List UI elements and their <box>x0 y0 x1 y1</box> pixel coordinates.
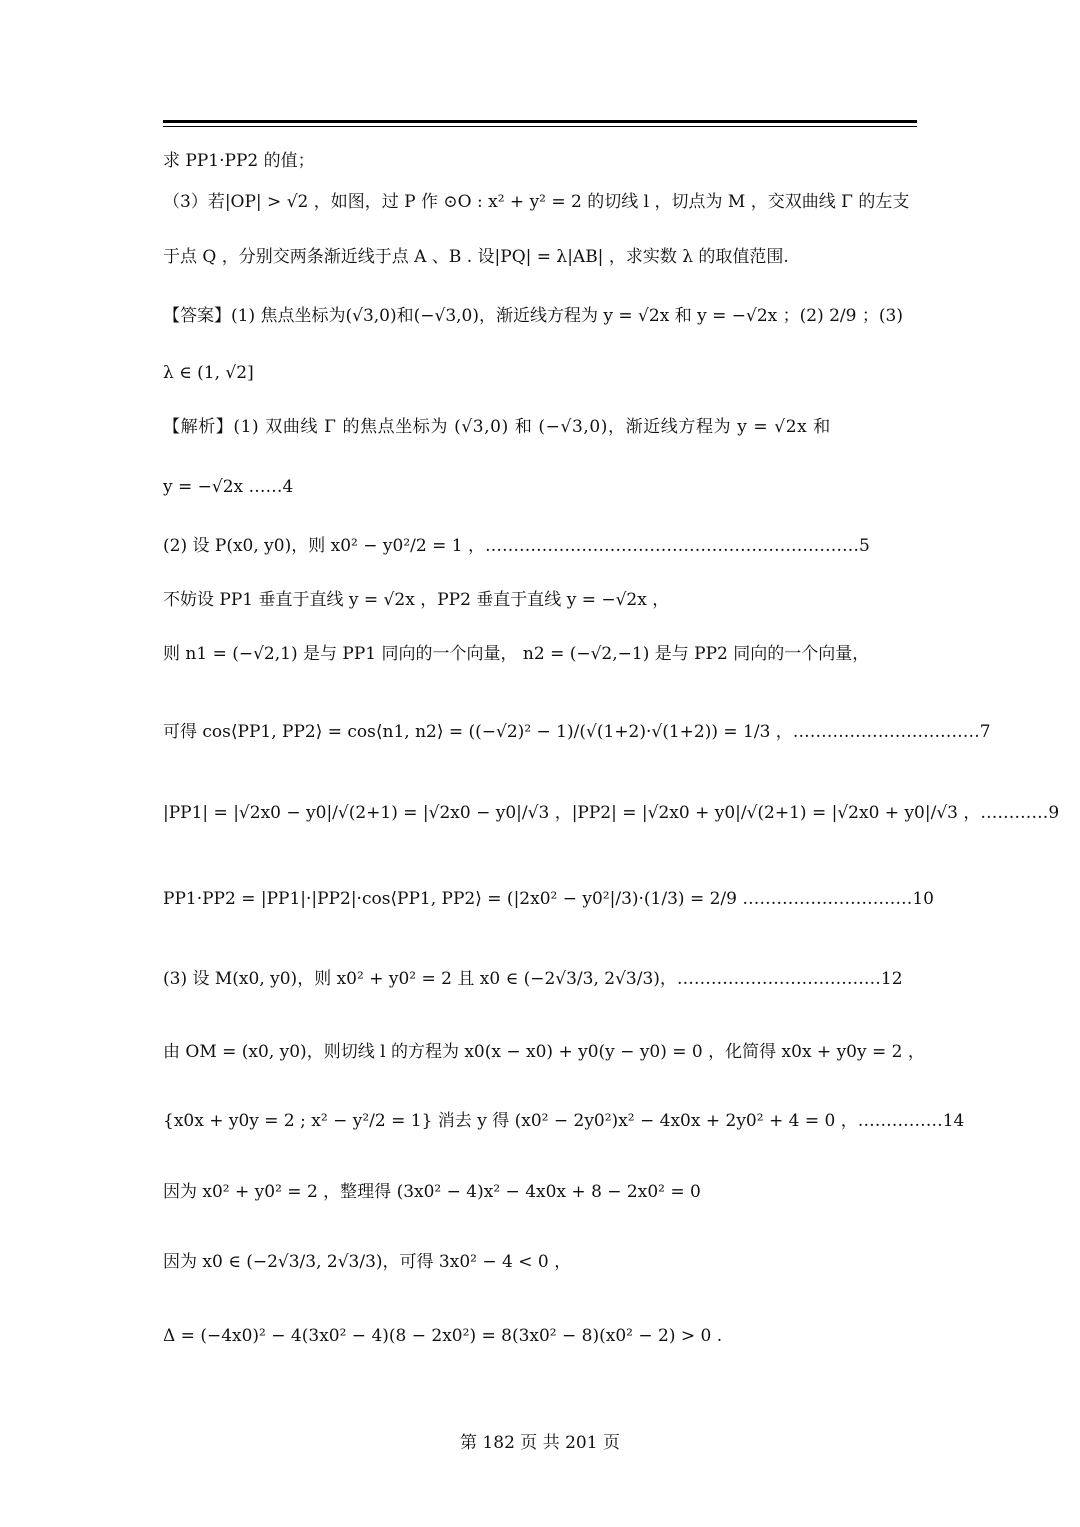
solution-line: 因为 x0 ∈ (−2√3/3, 2√3/3)，可得 3x0² − 4 < 0 ， <box>163 1252 572 1272</box>
header-rule-thin <box>163 126 917 127</box>
solution-line: (2) 设 P(x0, y0)，则 x0² − y0²/2 = 1 ，…………………………………………………………5 <box>163 536 870 556</box>
solution-line: Δ = (−4x0)² − 4(3x0² − 4)(8 − 2x0²) = 8(3x0² − 8)(x0² − 2) > 0 . <box>163 1326 723 1346</box>
solution-line: {x0x + y0y = 2 ; x² − y²/2 = 1} 消去 y 得 (x0² − 2y0²)x² − 4x0x + 2y0² + 4 = 0 ，……………14 <box>163 1111 965 1131</box>
solution-line: 由 OM = (x0, y0)，则切线 l 的方程为 x0(x − x0) + y0(y − y0) = 0 ，化简得 x0x + y0y = 2 ， <box>163 1042 925 1062</box>
solution-line: 【解析】(1) 双曲线 Γ 的焦点坐标为 (√3,0) 和 (−√3,0)，渐近线方程为 y = √2x 和 <box>163 417 831 437</box>
solution-line: (3) 设 M(x0, y0)，则 x0² + y0² = 2 且 x0 ∈ (−2√3/3, 2√3/3)，………………………………12 <box>163 969 903 989</box>
header-rule <box>163 120 917 123</box>
solution-line: 可得 cos⟨PP1, PP2⟩ = cos⟨n1, n2⟩ = ((−√2)² − 1)/(√(1+2)·√(1+2)) = 1/3 ，……………………………7 <box>163 722 991 742</box>
solution-line: y = −√2x ……4 <box>163 477 294 497</box>
text-line: 求 PP1·PP2 的值； <box>163 151 315 171</box>
solution-line: 不妨设 PP1 垂直于直线 y = √2x ，PP2 垂直于直线 y = −√2x ， <box>163 590 670 610</box>
page-footer: 第 182 页 共 201 页 <box>460 1433 620 1453</box>
answer-line: λ ∈ (1, √2] <box>163 363 254 383</box>
solution-line: 则 n1 = (−√2,1) 是与 PP1 同向的一个向量， n2 = (−√2,−1) 是与 PP2 同向的一个向量， <box>163 644 870 664</box>
solution-line: 因为 x0² + y0² = 2 ，整理得 (3x0² − 4)x² − 4x0x + 8 − 2x0² = 0 <box>163 1182 701 1202</box>
text-line: （3）若|OP| > √2 ，如图，过 P 作 ⊙O : x² + y² = 2 的切线 l ，切点为 M ，交双曲线 Γ 的左支 <box>163 192 910 212</box>
solution-line: PP1·PP2 = |PP1|·|PP2|·cos⟨PP1, PP2⟩ = (|2x0² − y0²|/3)·(1/3) = 2/9 …………………………10 <box>163 889 934 909</box>
answer-line: 【答案】(1) 焦点坐标为(√3,0)和(−√3,0)，渐近线方程为 y = √2x 和 y = −√2x ；(2) 2/9 ；(3) <box>163 306 903 326</box>
solution-line: |PP1| = |√2x0 − y0|/√(2+1) = |√2x0 − y0|/√3 ，|PP2| = |√2x0 + y0|/√(2+1) = |√2x0 + y0|/√3 ，…………9 <box>163 803 1060 823</box>
text-line: 于点 Q ，分别交两条渐近线于点 A 、B . 设|PQ| = λ|AB| ，求实数 λ 的取值范围. <box>163 247 789 267</box>
